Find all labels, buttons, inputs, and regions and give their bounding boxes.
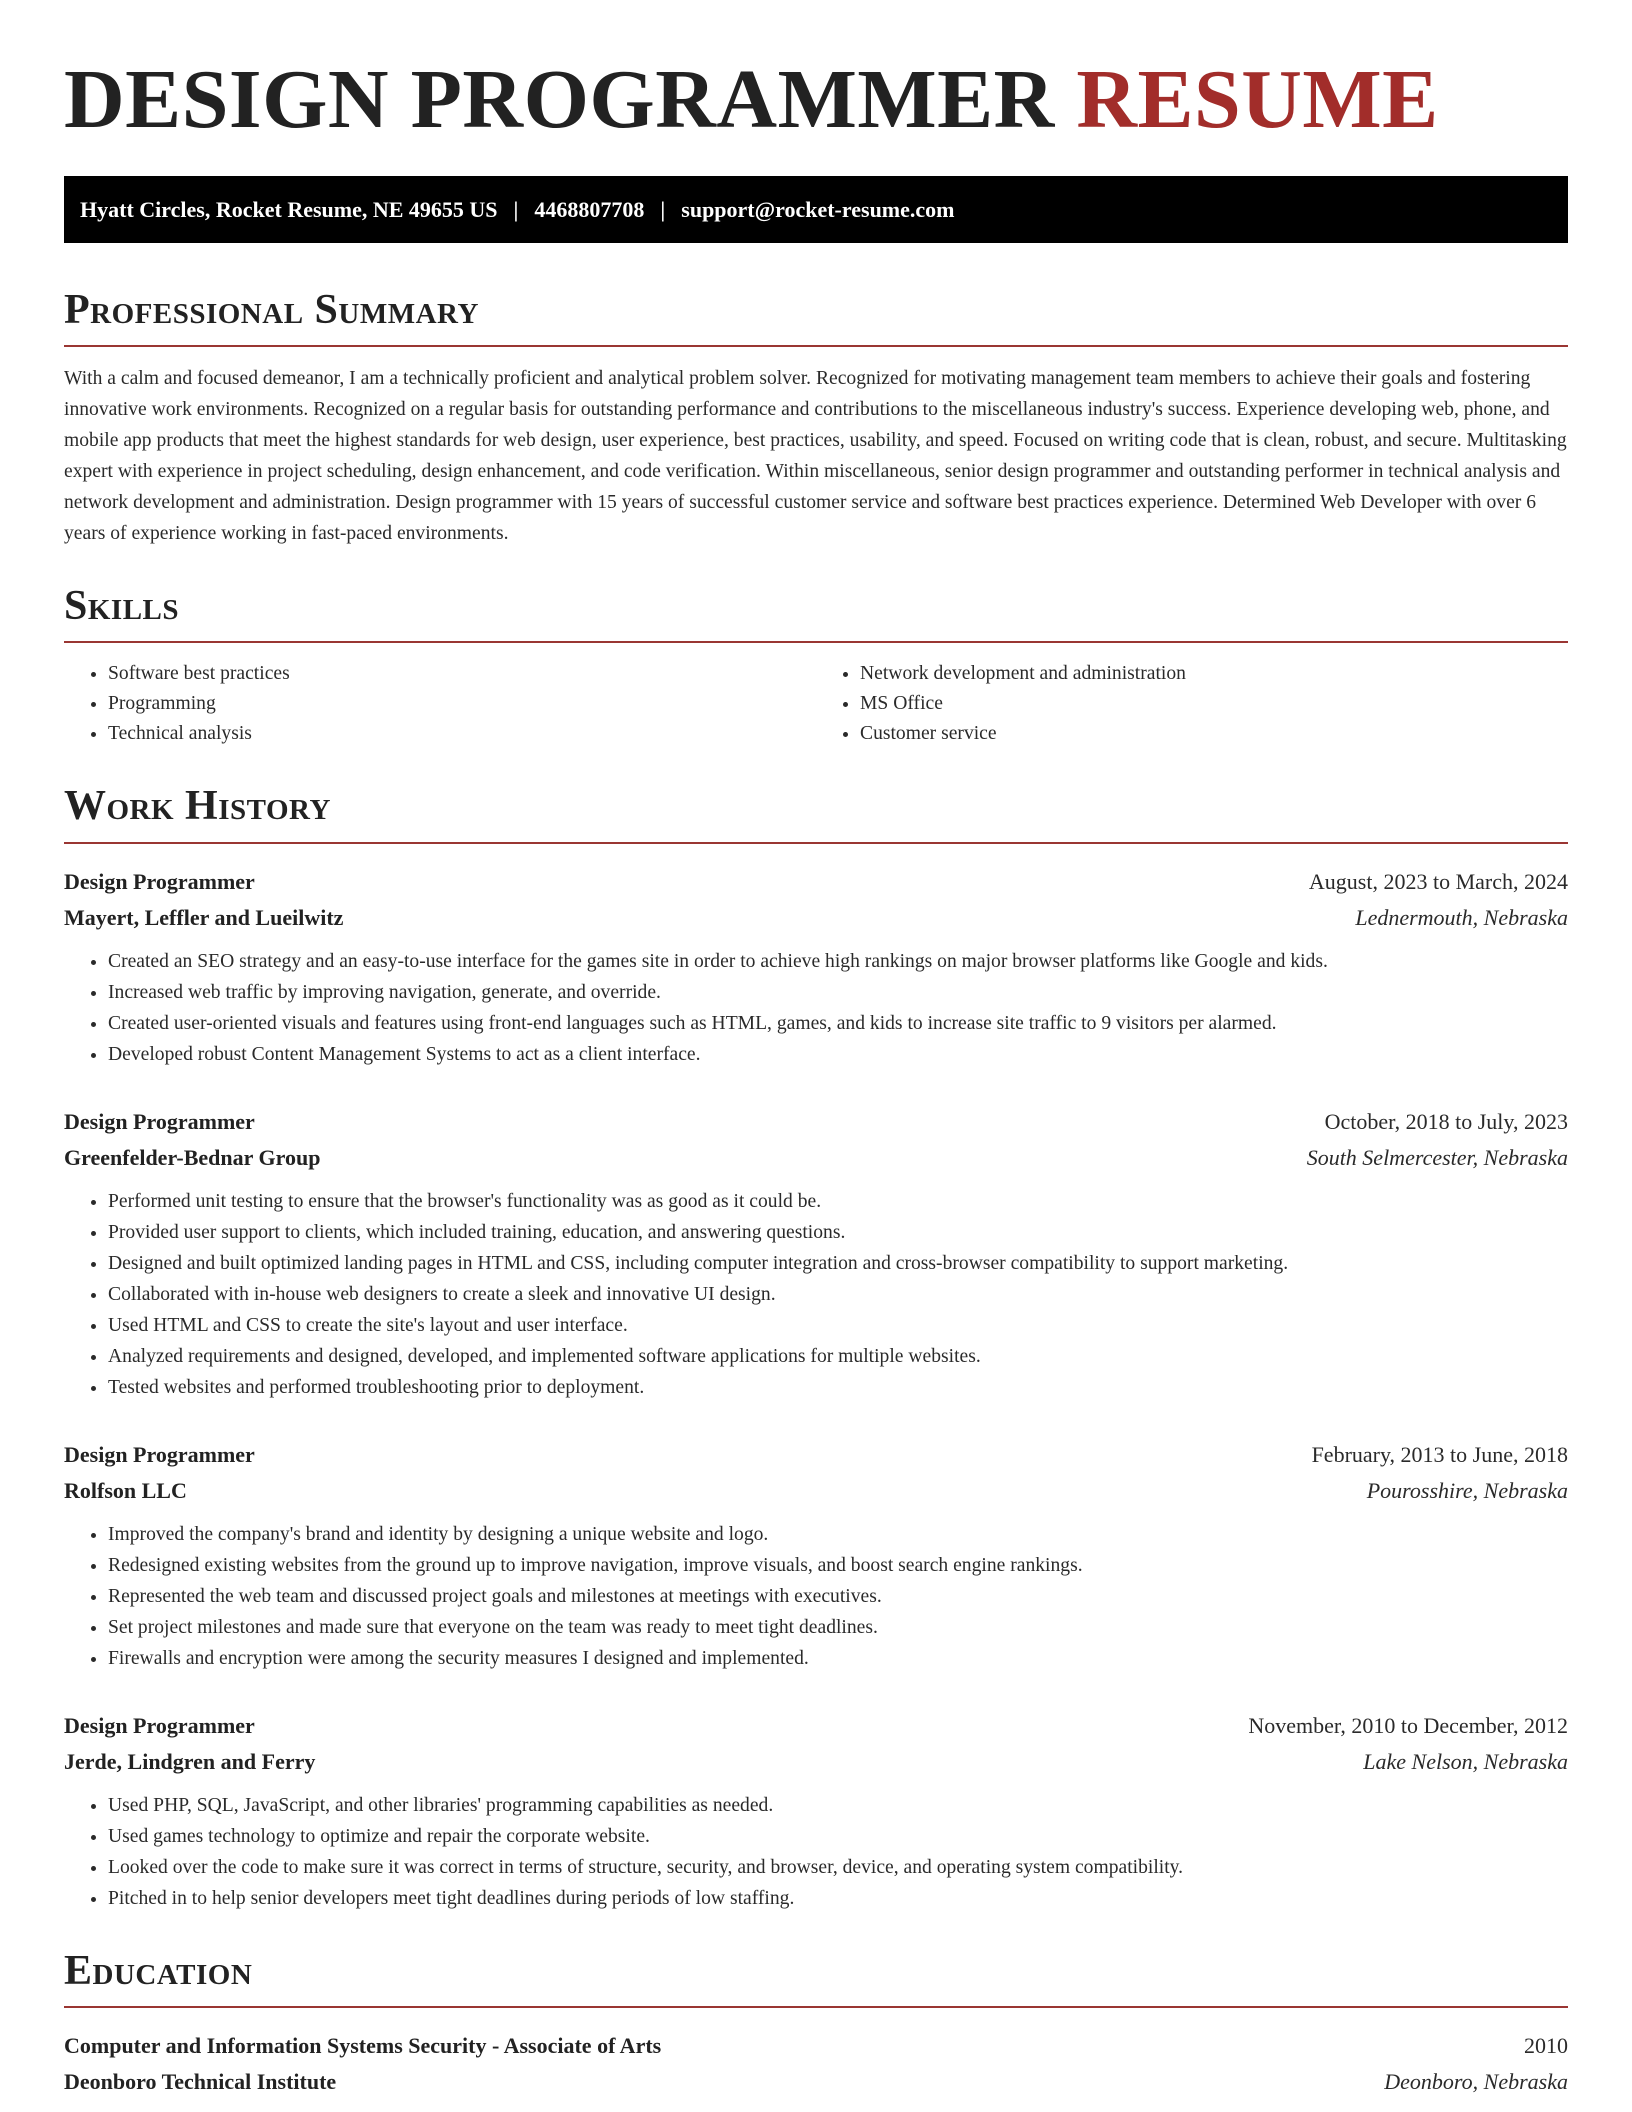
job-header-row <box>64 864 1568 900</box>
contact-phone: 4468807708 <box>534 196 645 222</box>
job-bullet: • Looked over the code to make sure it was correct in terms of structure, security, and browser, device, and operating system compatibility. <box>108 1852 1568 1883</box>
job-bullet: • Tested websites and performed troubleshooting prior to deployment. <box>108 1372 1568 1403</box>
job-header-row <box>64 1708 1568 1744</box>
job-bullet: • Created an SEO strategy and an easy-to-use interface for the games site in order to achieve high rankings on major browser platforms like Google and kids. <box>108 946 1568 977</box>
job-bullets <box>64 946 1568 1070</box>
skill-item: • Software best practices <box>108 659 816 689</box>
job-bullets <box>64 1186 1568 1403</box>
education-degree: Computer and Information Systems Security - Associate of Arts <box>64 2032 662 2058</box>
skill-item: • MS Office <box>860 689 1568 719</box>
job-dates: October, 2018 to July, 2023 <box>1324 1108 1568 1134</box>
job-bullet: • Analyzed requirements and designed, developed, and implemented software applications for multiple websites. <box>108 1341 1568 1372</box>
job-company-row <box>64 1140 1568 1176</box>
job-company: Greenfelder-Bednar Group <box>64 1144 321 1170</box>
skill-item: • Programming <box>108 689 816 719</box>
education-header-row <box>64 2028 1568 2064</box>
contact-email: support@rocket-resume.com <box>681 196 955 222</box>
contact-separator: | <box>513 196 519 222</box>
resume-title-accent: RESUME <box>1076 53 1439 146</box>
job-bullet: • Set project milestones and made sure that everyone on the team was ready to meet tight deadlines. <box>108 1612 1568 1643</box>
education-location: Deonboro, Nebraska <box>1384 2068 1568 2094</box>
job-company: Jerde, Lindgren and Ferry <box>64 1748 316 1774</box>
job-role: Design Programmer <box>64 1712 255 1738</box>
job-company-row <box>64 1744 1568 1780</box>
job-location: South Selmercester, Nebraska <box>1306 1144 1568 1170</box>
contact-bar <box>64 176 1568 243</box>
section-divider <box>64 345 1568 347</box>
job-dates: August, 2023 to March, 2024 <box>1308 868 1568 894</box>
job-company-row <box>64 900 1568 936</box>
job-bullet: • Used PHP, SQL, JavaScript, and other libraries' programming capabilities as needed. <box>108 1790 1568 1821</box>
job-bullets <box>64 1519 1568 1674</box>
job-bullet: • Used HTML and CSS to create the site's layout and user interface. <box>108 1310 1568 1341</box>
job-entry <box>64 864 1568 1070</box>
section-heading-education: Education <box>64 1947 253 1994</box>
job-bullet: • Developed robust Content Management Systems to act as a client interface. <box>108 1039 1568 1070</box>
skill-item: • Network development and administration <box>860 659 1568 689</box>
resume-title-main: DESIGN PROGRAMMER <box>64 53 1055 146</box>
job-header-row <box>64 1104 1568 1140</box>
job-bullet: • Collaborated with in-house web designers to create a sleek and innovative UI design. <box>108 1279 1568 1310</box>
work-history-section <box>64 783 1568 1913</box>
job-bullet: • Redesigned existing websites from the ground up to improve navigation, improve visuals, and boost search engine rankings. <box>108 1550 1568 1581</box>
skills-section <box>64 583 1568 749</box>
job-location: Lednermouth, Nebraska <box>1355 904 1568 930</box>
professional-summary-section <box>64 287 1568 549</box>
job-company: Rolfson LLC <box>64 1477 187 1503</box>
section-heading-skills: Skills <box>64 583 180 630</box>
job-location: Pourosshire, Nebraska <box>1366 1477 1568 1503</box>
education-year: 2010 <box>1524 2032 1568 2058</box>
section-heading-summary: Professional Summary <box>64 287 479 333</box>
job-bullets <box>64 1790 1568 1914</box>
section-divider <box>64 2006 1568 2008</box>
job-bullet: • Performed unit testing to ensure that the browser's functionality was as good as it could be. <box>108 1186 1568 1217</box>
job-entry <box>64 1437 1568 1674</box>
job-bullet: • Provided user support to clients, which included training, education, and answering questions. <box>108 1217 1568 1248</box>
job-entry <box>64 1708 1568 1914</box>
job-bullet: • Increased web traffic by improving navigation, generate, and override. <box>108 977 1568 1008</box>
resume-title <box>64 53 1568 146</box>
section-divider <box>64 641 1568 643</box>
job-location: Lake Nelson, Nebraska <box>1363 1748 1568 1774</box>
skill-item: • Customer service <box>860 719 1568 749</box>
job-company: Mayert, Leffler and Lueilwitz <box>64 904 344 930</box>
job-role: Design Programmer <box>64 868 255 894</box>
skill-item: • Technical analysis <box>108 719 816 749</box>
job-bullet: • Firewalls and encryption were among the security measures I designed and implemented. <box>108 1643 1568 1674</box>
section-heading-work: Work History <box>64 783 331 830</box>
job-bullet: • Pitched in to help senior developers meet tight deadlines during periods of low staffing. <box>108 1883 1568 1914</box>
contact-separator: | <box>660 196 666 222</box>
skills-list-left <box>64 659 816 749</box>
job-bullet: • Designed and built optimized landing pages in HTML and CSS, including computer integration and cross-browser compatibility to support marketing. <box>108 1248 1568 1279</box>
contact-address: Hyatt Circles, Rocket Resume, NE 49655 US <box>80 196 498 222</box>
job-role: Design Programmer <box>64 1441 255 1467</box>
education-school-row <box>64 2064 1568 2100</box>
job-bullet: • Created user-oriented visuals and features using front-end languages such as HTML, games, and kids to increase site traffic to 9 visitors per alarmed. <box>108 1008 1568 1039</box>
job-company-row <box>64 1473 1568 1509</box>
section-divider <box>64 842 1568 844</box>
job-bullet: • Represented the web team and discussed project goals and milestones at meetings with executives. <box>108 1581 1568 1612</box>
job-dates: November, 2010 to December, 2012 <box>1248 1712 1568 1738</box>
job-entry <box>64 1104 1568 1403</box>
job-bullet: • Used games technology to optimize and repair the corporate website. <box>108 1821 1568 1852</box>
education-entry <box>64 2028 1568 2100</box>
skills-list-right <box>816 659 1568 749</box>
job-role: Design Programmer <box>64 1108 255 1134</box>
job-bullet: • Improved the company's brand and identity by designing a unique website and logo. <box>108 1519 1568 1550</box>
skills-grid <box>64 659 1568 749</box>
education-school: Deonboro Technical Institute <box>64 2068 337 2094</box>
job-header-row <box>64 1437 1568 1473</box>
summary-paragraph: With a calm and focused demeanor, I am a technically proficient and analytical problem solver. Recognized for motivating management team members to achieve their goals and fostering innovative work environments. Recognized on a regular basis for outstanding performance and contributions to the miscellaneous industry's success. Experience developing web, phone, and mobile app products that meet the highest standards for web design, user experience, best practices, usability, and speed. Focused on writing code that is clean, robust, and secure. Multitasking expert with experience in project scheduling, design enhancement, and code verification. Within miscellaneous, senior design programmer and outstanding performer in technical analysis and network development and administration. Design programmer with 15 years of successful customer service and software best practices experience. Determined Web Developer with over 6 years of experience working in fast-paced environments. <box>64 368 1567 545</box>
job-dates: February, 2013 to June, 2018 <box>1311 1441 1568 1467</box>
education-section <box>64 1948 1568 2100</box>
